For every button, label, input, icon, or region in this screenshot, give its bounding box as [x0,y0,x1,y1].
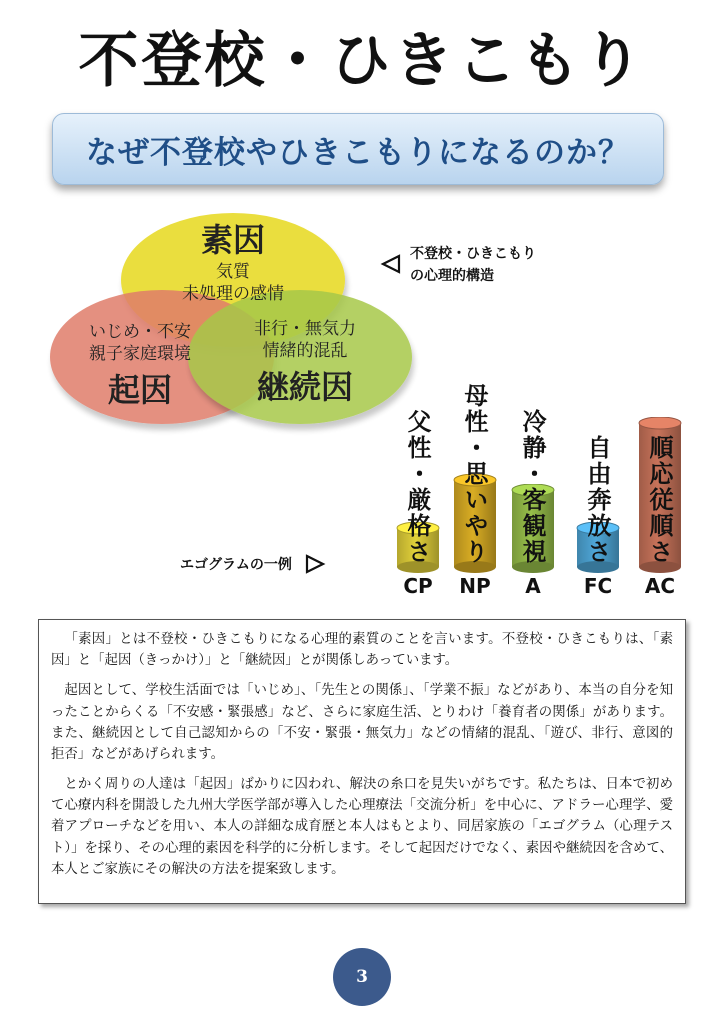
egogram-code-ac: AC [644,574,676,598]
structure-label-line1: 不登校・ひきこもり [410,246,536,262]
subtitle-text: なぜ不登校やひきこもりになるのか？ [86,134,630,171]
keizoku-line1: 非行・無気力 [254,319,356,339]
egogram-code-np: NP [459,574,491,598]
paragraph-2: 起因として、学校生活面では「いじめ」、「先生との関係」、「学業不振」などがあり、本当の自分を知ったことからくる「不安感・緊張感」など、さらに家庭生活、とりわけ「養育者の関係」があります。また、継続因として自己認知からの「不安・緊張・無気力」などの情緒的混乱、「遊び、非行、意図的拒否」などがあげられます。 [51,683,673,762]
paragraph-1: 「素因」とは不登校・ひきこもりになる心理的素質のことを言います。不登校・ひきこもりは、「素因」と「起因（きっかけ）」と「継続因」とが関係しあっています。 [51,632,673,669]
egogram-text-cp: 父性・厳格さ [403,409,431,565]
egogram-text-a: 冷静・客観視 [518,409,546,565]
page-number: 3 [333,948,391,1006]
subtitle-banner [52,113,664,185]
keizoku-title: 継続因 [256,368,353,407]
venn-diagram [40,205,420,445]
egogram-text-fc: 自由奔放さ [583,435,611,565]
kiin-title: 起因 [107,371,172,410]
soin-line2: 未処理の感情 [182,284,284,305]
soin-line1: 気質 [216,262,250,282]
kiin-line1: いじめ・不安 [89,322,191,342]
egogram-code-fc: FC [583,574,613,598]
structure-label-line2: の心理的構造 [410,267,494,284]
triangle-left-icon [380,253,402,275]
page-title: 不登校・ひきこもり [78,26,646,96]
egogram-label [180,553,326,575]
soin-title: 素因 [200,221,265,259]
egogram-text-np: 母性・思いやり [460,383,488,565]
egogram-code-a: A [525,574,541,598]
keizoku-line2: 情緒的混乱 [262,341,348,362]
paragraph-3: とかく周りの人達は「起因」ばかりに囚われ、解決の糸口を見失いがちです。私たちは、日本で初めて心療内科を開設した九州大学医学部が導入した心理療法「交流分析」を中心に、アドラー心理学、愛着アプローチなどを用い、本人の詳細な成育歴と本人はもとより、同居家族の「エゴグラム（心理テスト）」を採り、その心理的素因を科学的に分析します。そして起因だけでなく、素因や継続因を含めて、本人とご家族にその解決の方法を提案致します。 [51,777,673,877]
egogram-label-text: エゴグラムの一例 [180,557,292,573]
description-box [38,619,686,904]
egogram-text-ac: 順応従順さ [645,435,673,565]
triangle-right-icon [304,553,326,575]
egogram-code-cp: CP [403,574,433,598]
kiin-line2: 親子家庭環境 [89,344,191,365]
structure-label [380,244,536,287]
